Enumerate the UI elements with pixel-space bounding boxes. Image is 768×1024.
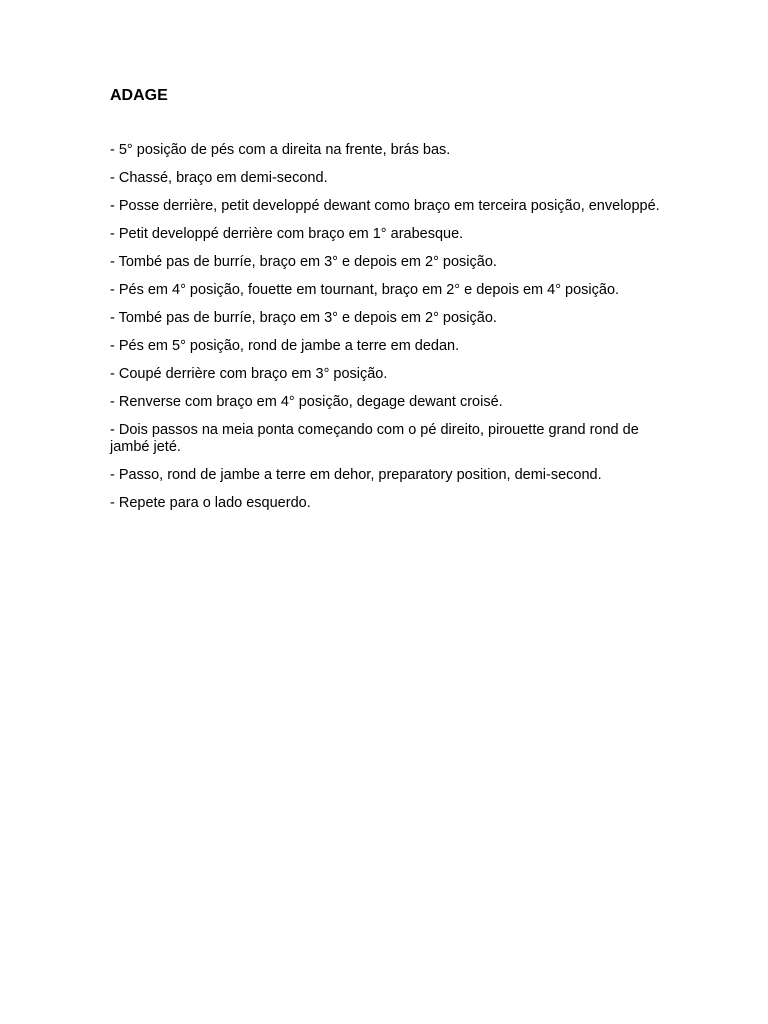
step-item: - Dois passos na meia ponta começando com o pé direito, pirouette grand rond de jambé jeté. [110,422,639,455]
step-item: - Passo, rond de jambe a terre em dehor, preparatory position, demi-second. [110,467,602,483]
step-item: - Petit developpé derrière com braço em 1° arabesque. [110,226,464,242]
step-item: - Pés em 4° posição, fouette em tournant, braço em 2° e depois em 4° posição. [110,282,620,298]
step-item: - 5° posição de pés com a direita na frente, brás bas. [110,142,451,158]
document-title: ADAGE [110,87,168,104]
step-item: - Repete para o lado esquerdo. [110,495,311,511]
step-list [110,142,660,512]
step-item: - Pés em 5° posição, rond de jambe a terre em dedan. [110,338,460,354]
step-item: - Renverse com braço em 4° posição, degage dewant croisé. [110,394,503,410]
step-item: - Tombé pas de burríe, braço em 3° e depois em 2° posição. [110,310,497,326]
step-item: - Posse derrière, petit developpé dewant como braço em terceira posição, enveloppé. [110,198,660,214]
step-item: - Coupé derrière com braço em 3° posição. [110,366,388,382]
document-page [110,86,660,523]
step-item: - Tombé pas de burríe, braço em 3° e depois em 2° posição. [110,254,497,270]
step-item: - Chassé, braço em demi-second. [110,170,328,186]
